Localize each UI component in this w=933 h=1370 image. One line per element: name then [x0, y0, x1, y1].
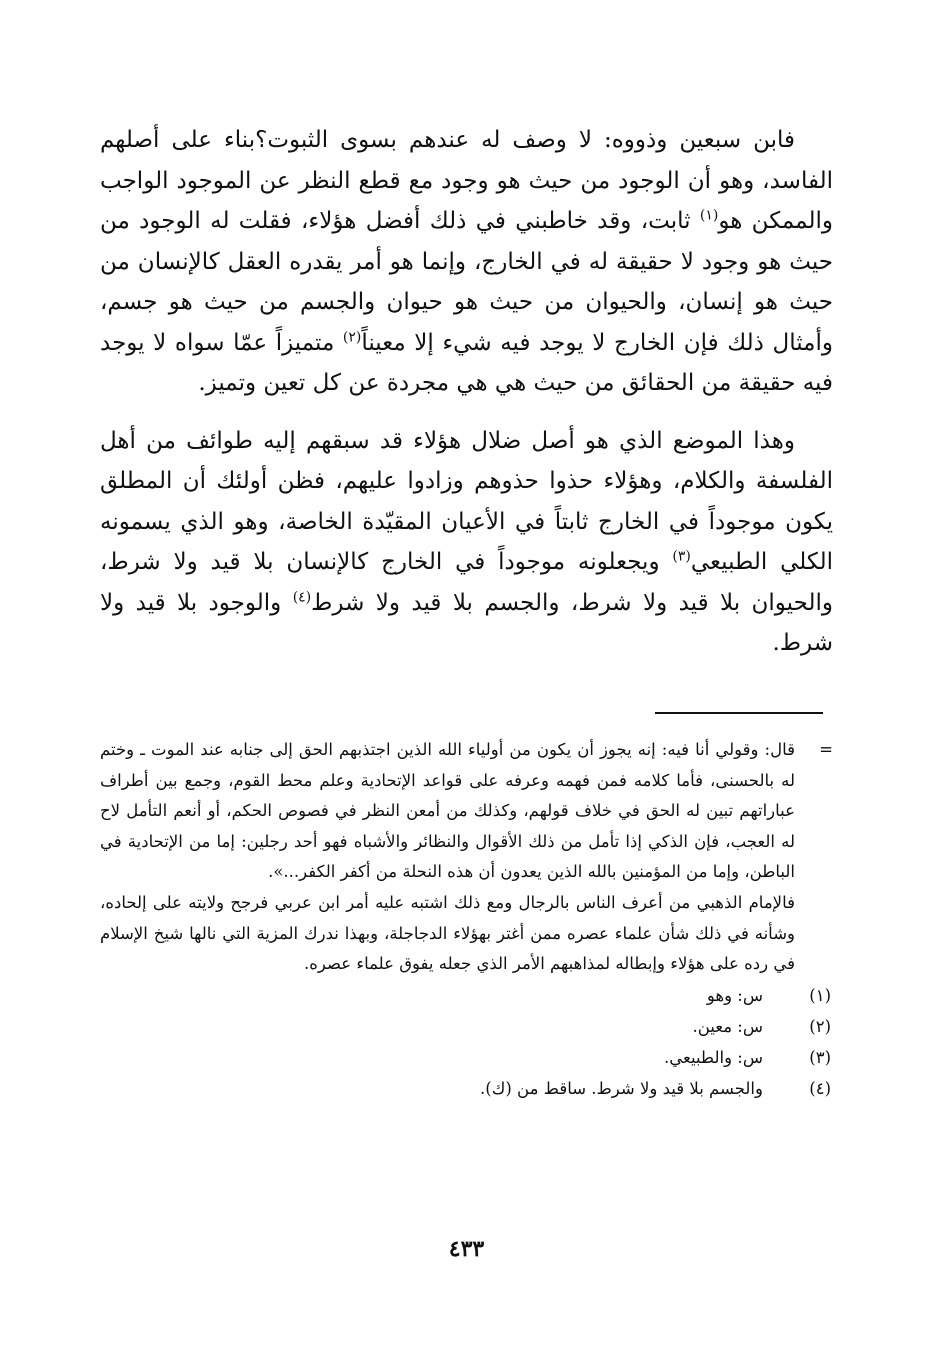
footnotes-area [100, 735, 833, 1104]
footnote-text: والجسم بلا قيد ولا شرط. ساقط من (ك). [480, 1078, 763, 1098]
footnote-number: (٣) [809, 1047, 831, 1067]
footnote-number: (٢) [809, 1016, 831, 1036]
footnote-ref-1: (١) [699, 207, 719, 224]
paragraph-2: وهذا الموضع الذي هو أصل ضلال هؤلاء قد سبقهم إليه طوائف من أهل الفلسفة والكلام، وهؤلاء حذوا حذوهم وزادوا عليهم، فظن أولئك أن المطلق يكون موجوداً في الخارج ثابتاً في الأعيان المقيّدة الخاصة، وهو الذي يسمونه الكلي الطبيعي$^{(٣)}$ ويجعلونه موجوداً في الخارج كالإنسان بلا قيد ولا شرط، والحيوان بلا قيد ولا شرط، والجسم بلا قيد ولا شرط$^{(٤)}$ والوجود بلا قيد ولا شرط. [100, 427, 833, 656]
footnote-number: (١) [809, 985, 831, 1005]
paragraph-1: فابن سبعين وذووه: لا وصف له عندهم بسوى الثبوت؟بناء على أصلهم الفاسد، وهو أن الوجود من حيث هو وجود مع قطع النظر عن الموجود الواجب والممكن هو$^{(١)}$ ثابت، وقد خاطبني في ذلك أفضل هؤلاء، فقلت له الوجود من حيث هو وجود لا حقيقة له في الخارج، وإنما هو أمر يقدره العقل كالإنسان من حيث هو إنسان، والحيوان من حيث هو حيوان والجسم من حيث هو جسم، وأمثال ذلك فإن الخارج لا يوجد فيه شيء إلا معيناً$^{(٢)}$ متميزاً عمّا سواه لا يوجد فيه حقيقة من الحقائق من حيث هي هي مجردة عن كل تعين وتميز. [100, 127, 833, 396]
footnote-1 [100, 980, 833, 1011]
continued-note [100, 735, 833, 980]
footnote-text: س: وهو [706, 985, 763, 1005]
footnote-ref-3: (٣) [672, 548, 691, 565]
main-text [100, 120, 833, 664]
continuation-mark: = [819, 740, 833, 759]
footnote-4 [100, 1073, 833, 1104]
footnote-list [100, 980, 833, 1104]
footnote-2 [100, 1011, 833, 1042]
footnote-text: س: والطبيعي. [664, 1047, 763, 1067]
footnote-ref-4: (٤) [292, 588, 312, 605]
footnote-text: س: معين. [692, 1016, 763, 1036]
footnote-3 [100, 1042, 833, 1073]
page-number: ٤٣٣ [448, 1236, 485, 1262]
continued-note-text-1: قال: وقولي أنا فيه: إنه يجوز أن يكون من أولياء الله الذين اجتذبهم الحق إلى جنابه عند الموت ـ وختم له بالحسنى، فأما كلامه فمن فهمه وعرفه على قواعد الإتحادية وعلم محط القوم، وجمع بين أطراف عباراتهم تبين له الحق في خلاف قولهم، وكذلك من أمعن النظر في فصوص الحكم، أو أنعم التأمل لاح له العجب، فإن الذكي إذا تأمل من ذلك الأقوال والنظائر والأشباه فهو أحد رجلين: إما من الإتحادية في الباطن، وإما من المؤمنين بالله الذين يعدون أن هذه النحلة من أكفر الكفر...». [100, 740, 795, 882]
footnote-ref-2: (٢) [342, 328, 362, 345]
footnote-divider [655, 712, 823, 714]
footnote-number: (٤) [809, 1078, 831, 1098]
continued-note-text-2: فالإمام الذهبي من أعرف الناس بالرجال ومع ذلك اشتبه عليه أمر ابن عربي فرجح ولايته على إلحاده، وشأنه في ذلك شأن علماء عصره ممن أغتر بهؤلاء الدجاجلة، وبهذا ندرك المزية التي نالها شيخ الإسلام في رده على هؤلاء وإبطاله لمذاهبهم الأمر الذي جعله يفوق علماء عصره. [100, 892, 795, 974]
